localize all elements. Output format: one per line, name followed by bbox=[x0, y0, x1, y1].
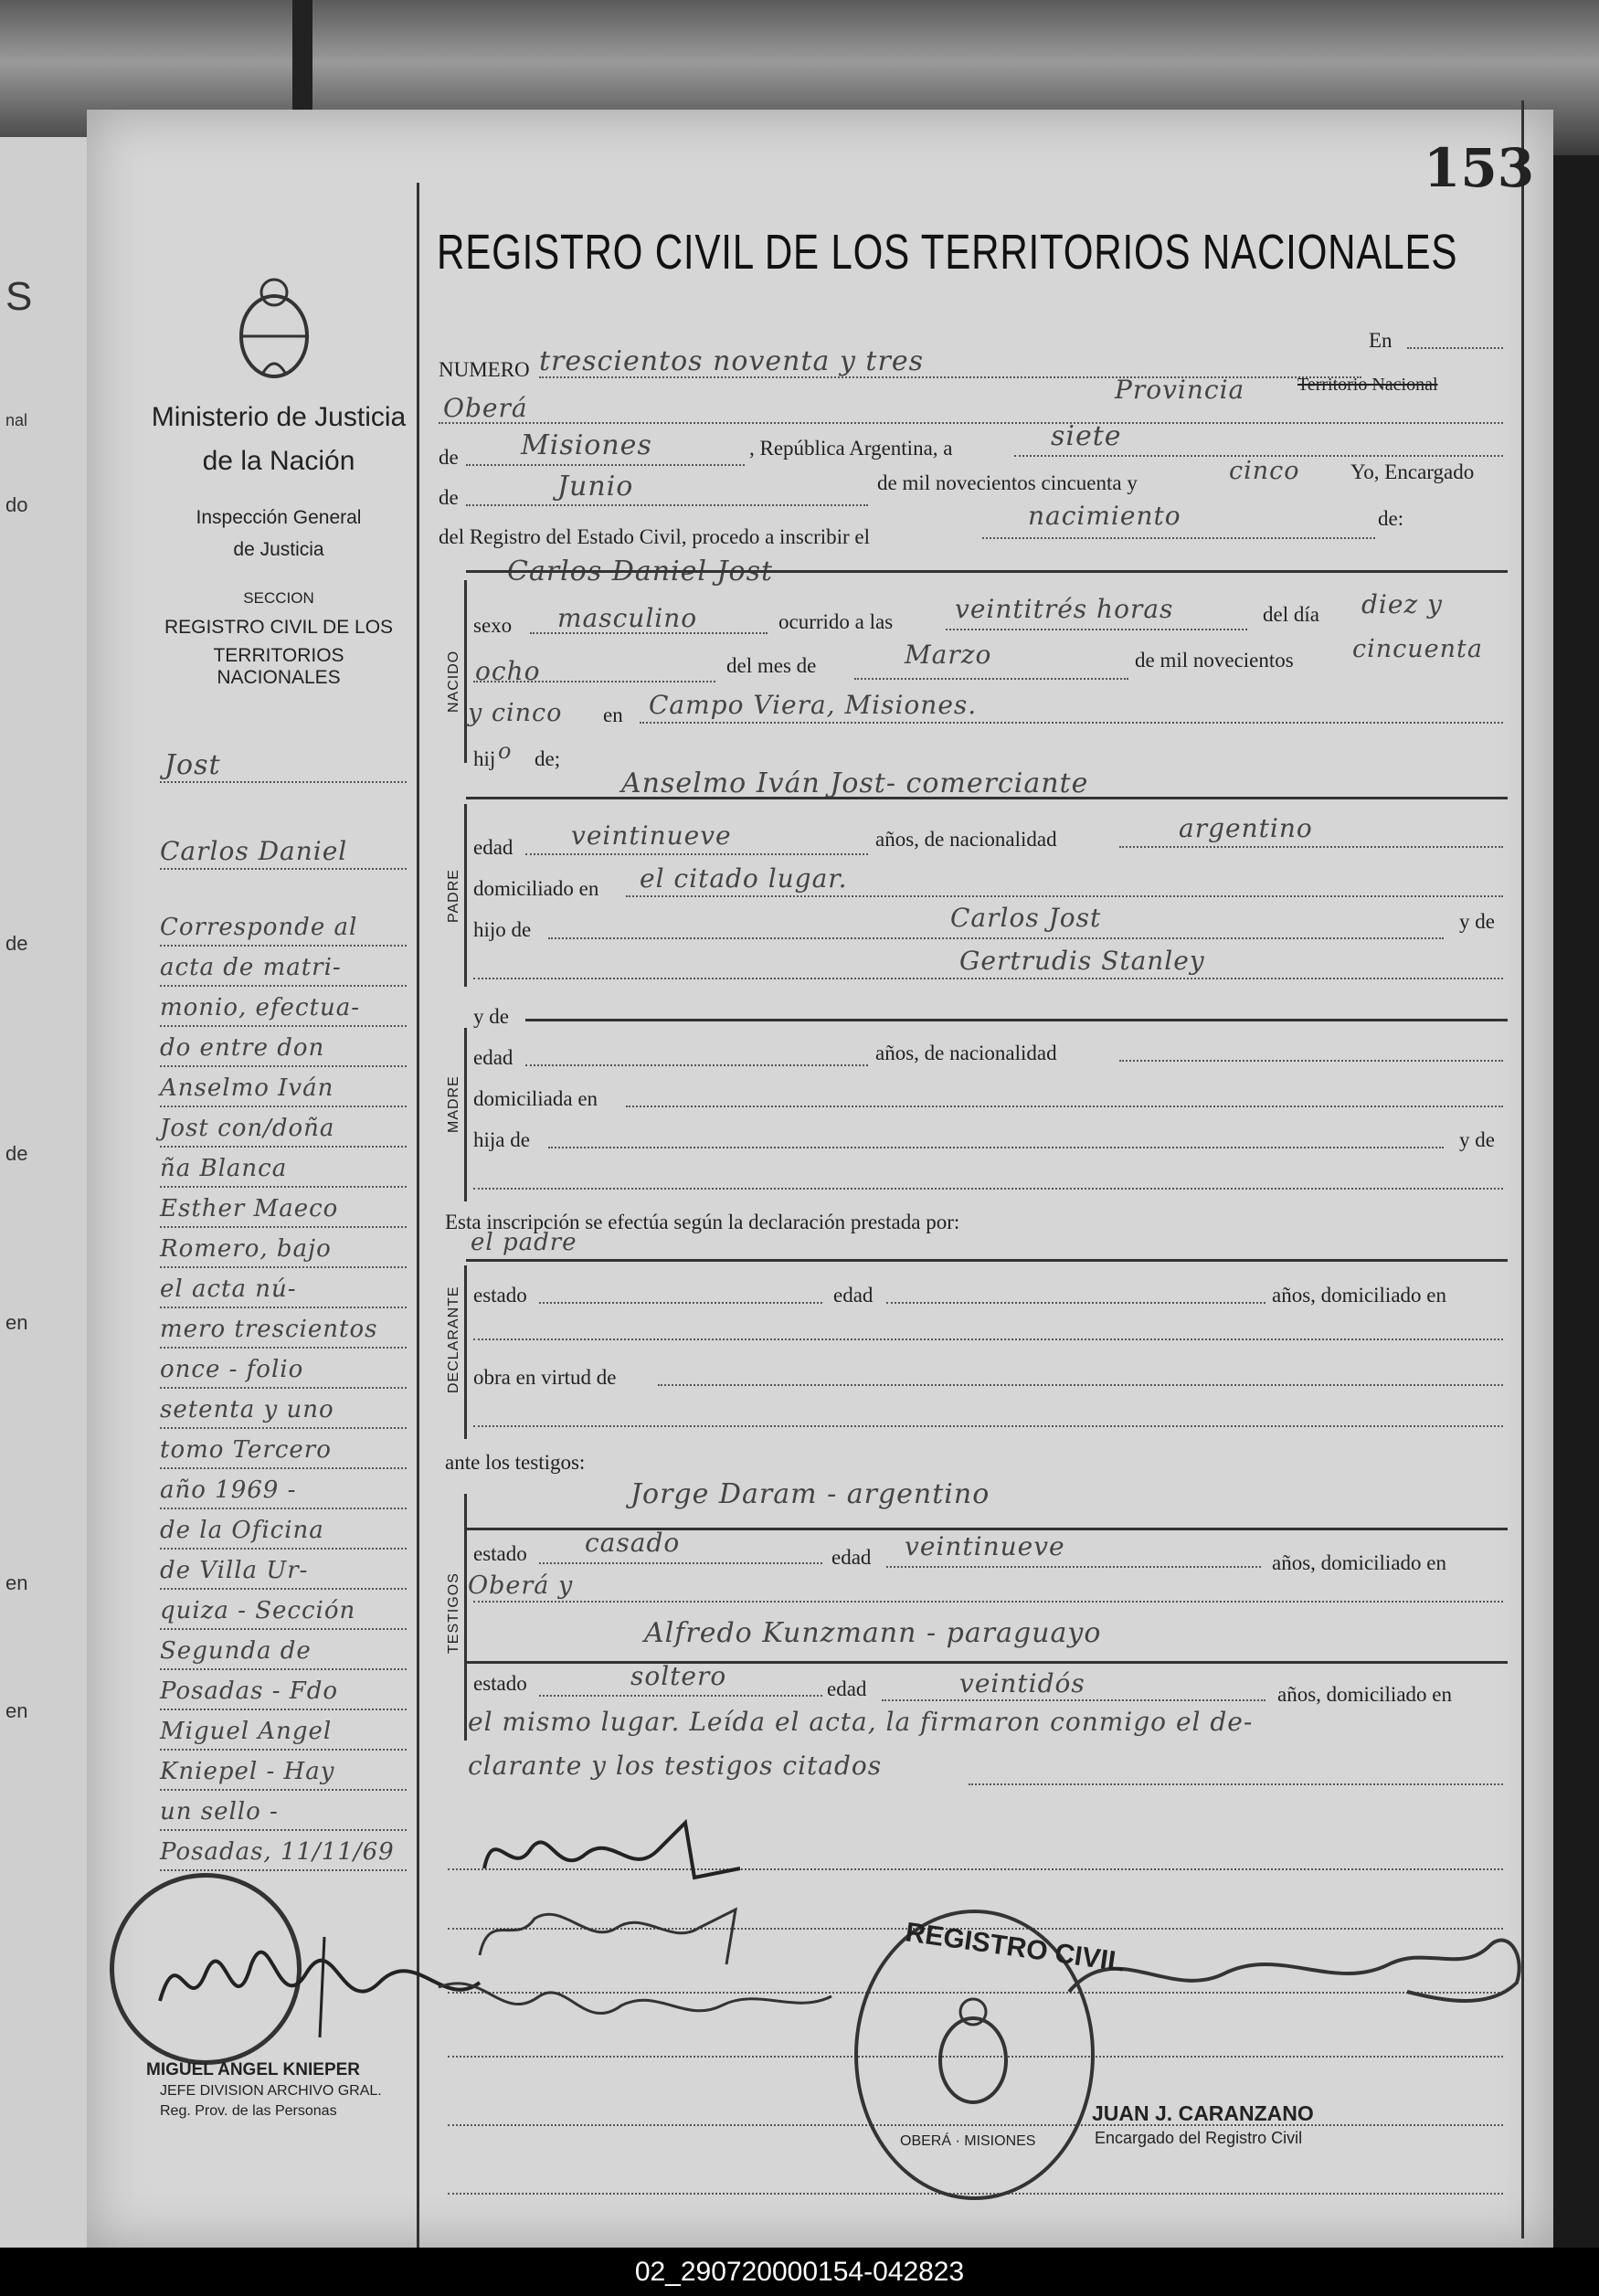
marginal-note-line: Posadas - Fdo bbox=[160, 1677, 339, 1705]
entry-numero: trescientos noventa y tres bbox=[539, 345, 924, 377]
label-republica: , República Argentina, a bbox=[749, 437, 953, 460]
surname-entry: Jost bbox=[164, 749, 221, 781]
entry-place: Oberá bbox=[443, 393, 528, 423]
official-role: Encargado del Registro Civil bbox=[1095, 2129, 1303, 2147]
label-en-2: en bbox=[603, 704, 623, 726]
official-name: JUAN J. CARANZANO bbox=[1092, 2101, 1314, 2125]
label-anos-dom-w1: años, domiciliado en bbox=[1272, 1551, 1446, 1574]
section-bracket bbox=[464, 804, 467, 987]
label-estado-w2: estado bbox=[473, 1672, 527, 1695]
ministry-title: Ministerio de Justicia bbox=[151, 402, 407, 432]
entry-month-birth: Marzo bbox=[905, 640, 992, 670]
section-rule bbox=[466, 1661, 1508, 1664]
label-obra: obra en virtud de bbox=[473, 1366, 617, 1389]
section-rule bbox=[466, 797, 1508, 799]
given-names-entry: Carlos Daniel bbox=[160, 836, 348, 866]
section-rule bbox=[466, 570, 1508, 573]
entry-father-nat: argentino bbox=[1179, 813, 1313, 843]
entry-name: Carlos Daniel Jost bbox=[507, 555, 774, 587]
inspection-title: Inspección General bbox=[196, 507, 362, 528]
section-title-2: TERRITORIOS NACIONALES bbox=[213, 645, 344, 688]
entry-provincia: Provincia bbox=[1115, 375, 1245, 405]
entry-grandmother: Gertrudis Stanley bbox=[959, 946, 1205, 976]
footer-code: 02_290720000154-042823 bbox=[634, 2257, 965, 2287]
stamp-name: MIGUEL ANGEL KNIEPER bbox=[146, 2060, 361, 2079]
label-testigos: TESTIGOS bbox=[446, 1572, 461, 1654]
label-de-mil-2: de mil novecientos bbox=[1135, 649, 1294, 672]
marginal-note-line: Miguel Angel bbox=[160, 1718, 333, 1745]
dotted-line bbox=[473, 1338, 1503, 1340]
marginal-note-line: setenta y uno bbox=[160, 1396, 334, 1423]
entry-w1-age: veintinueve bbox=[905, 1531, 1065, 1561]
label-numero: NUMERO bbox=[439, 358, 530, 381]
entry-w2-age: veintidós bbox=[959, 1668, 1085, 1698]
entry-day-birth-2: ocho bbox=[475, 656, 541, 686]
label-hijo-de: hijo de bbox=[473, 918, 532, 941]
label-esta-inscripcion: Esta inscripción se efectúa según la declaración prestada por: bbox=[445, 1211, 960, 1233]
dotted-line bbox=[160, 1628, 407, 1630]
entry-act: nacimiento bbox=[1028, 501, 1181, 531]
dotted-line bbox=[530, 632, 768, 634]
dotted-line bbox=[160, 1668, 407, 1670]
label-y-de-madre: y de bbox=[1459, 1128, 1495, 1151]
entry-w2-status: soltero bbox=[630, 1661, 727, 1691]
label-del-registro: del Registro del Estado Civil, procedo a inscribir el bbox=[439, 525, 871, 548]
registry-stamp-text: REGISTRO CIVIL bbox=[903, 1917, 1127, 1978]
dotted-line bbox=[160, 1789, 407, 1791]
entry-grandfather: Carlos Jost bbox=[950, 903, 1102, 933]
dotted-line bbox=[473, 1425, 1503, 1427]
section-bracket bbox=[464, 1265, 467, 1439]
marginal-note-line: Romero, bajo bbox=[160, 1235, 332, 1263]
marginal-note-line: de Villa Ur- bbox=[160, 1557, 309, 1584]
dotted-line bbox=[640, 722, 1503, 724]
label-edad-w2: edad bbox=[827, 1677, 867, 1700]
label-domiciliada: domiciliada en bbox=[473, 1087, 598, 1110]
dotted-line bbox=[160, 868, 407, 870]
dotted-line bbox=[969, 1783, 1503, 1785]
label-estado-w1: estado bbox=[473, 1542, 527, 1565]
label-del-mes: del mes de bbox=[726, 654, 817, 677]
witness2-signature bbox=[429, 1951, 841, 2051]
dotted-line bbox=[160, 1186, 407, 1188]
section-title: REGISTRO CIVIL DE LOS bbox=[164, 617, 394, 638]
section-bracket bbox=[464, 580, 467, 763]
dotted-line bbox=[160, 1347, 407, 1349]
entry-closing-2: clarante y los testigos citados bbox=[468, 1751, 883, 1781]
marginal-note-line: acta de matri- bbox=[160, 954, 342, 981]
marginal-note-line: ña Blanca bbox=[160, 1155, 288, 1182]
marginal-note-line: do entre don bbox=[160, 1034, 325, 1062]
dotted-line bbox=[473, 1188, 1503, 1190]
stamp-role: JEFE DIVISION ARCHIVO GRAL. bbox=[160, 2083, 382, 2099]
label-domiciliado: domiciliado en bbox=[473, 877, 599, 900]
marginal-note-line: año 1969 - bbox=[160, 1476, 297, 1504]
dotted-line bbox=[886, 1566, 1261, 1568]
label-sexo: sexo bbox=[473, 614, 513, 637]
entry-year: cinco bbox=[1229, 457, 1300, 485]
entry-declarant: el padre bbox=[471, 1229, 577, 1256]
label-declarante: DECLARANTE bbox=[446, 1286, 461, 1393]
dotted-line bbox=[473, 1601, 1503, 1603]
label-anos-nac: años, de nacionalidad bbox=[875, 828, 1057, 851]
entry-hour: veintitrés horas bbox=[955, 594, 1174, 624]
dotted-line bbox=[160, 1709, 407, 1710]
label-anos-dom-w2: años, domiciliado en bbox=[1277, 1683, 1452, 1706]
dotted-line bbox=[626, 1106, 1503, 1107]
dotted-line bbox=[1407, 347, 1503, 349]
dotted-line bbox=[160, 1427, 407, 1429]
dotted-line bbox=[946, 629, 1247, 630]
label-de: de bbox=[439, 446, 459, 469]
dotted-line bbox=[466, 464, 745, 466]
dotted-line bbox=[539, 1302, 822, 1304]
right-margin-line bbox=[1521, 101, 1524, 2238]
ministry-title-2: de la Nación bbox=[202, 446, 355, 476]
label-en: En bbox=[1369, 329, 1393, 352]
marginal-note-line: Segunda de bbox=[160, 1637, 312, 1665]
marginal-note-line: once - folio bbox=[160, 1356, 304, 1383]
marginal-note-line: Esther Maeco bbox=[160, 1195, 339, 1222]
document-title: REGISTRO CIVIL DE LOS TERRITORIOS NACIONALES bbox=[437, 225, 1458, 280]
dotted-line bbox=[473, 681, 715, 682]
label-anos-dom: años, domiciliado en bbox=[1272, 1284, 1446, 1307]
section-label: SECCION bbox=[243, 589, 314, 607]
label-de-2: de bbox=[439, 486, 459, 509]
dotted-line bbox=[854, 678, 1128, 680]
dotted-line bbox=[882, 1699, 1265, 1701]
dotted-line bbox=[160, 1025, 407, 1027]
entry-place-birth: Campo Viera, Misiones. bbox=[649, 690, 978, 720]
label-de-3: de: bbox=[1378, 507, 1404, 530]
entry-hijo-suffix: o bbox=[498, 738, 513, 764]
section-bracket bbox=[464, 1028, 467, 1201]
dotted-line bbox=[473, 978, 1503, 979]
label-anos-nac-madre: años, de nacionalidad bbox=[875, 1042, 1057, 1064]
label-edad: edad bbox=[473, 836, 514, 859]
dotted-line bbox=[525, 853, 868, 855]
label-yo: Yo, Encargado bbox=[1350, 460, 1475, 483]
dotted-line bbox=[982, 537, 1375, 539]
dotted-line bbox=[466, 504, 868, 506]
dotted-line bbox=[160, 1146, 407, 1148]
dotted-line bbox=[160, 1829, 407, 1831]
dotted-line bbox=[160, 1508, 407, 1509]
dotted-line bbox=[160, 1226, 407, 1228]
entry-father: Anselmo Iván Jost- comerciante bbox=[621, 767, 1089, 799]
marginal-note-line: Posadas, 11/11/69 bbox=[160, 1838, 395, 1866]
previous-page-edge: S nal do de de en en en bbox=[0, 137, 89, 2248]
marginal-note-line: quiza - Sección bbox=[160, 1597, 356, 1624]
dotted-line bbox=[160, 945, 407, 947]
dotted-line bbox=[886, 1302, 1265, 1304]
dotted-line bbox=[539, 1695, 822, 1697]
official-signature bbox=[1060, 1919, 1535, 2028]
label-territorio: Territorio Nacional bbox=[1297, 375, 1438, 395]
entry-witness2: Alfredo Kunzmann - paraguayo bbox=[644, 1617, 1102, 1649]
registry-stamp-bottom: OBERÁ · MISIONES bbox=[900, 2133, 1036, 2149]
label-edad-w1: edad bbox=[831, 1546, 872, 1569]
label-padre: PADRE bbox=[446, 869, 461, 923]
label-ante: ante los testigos: bbox=[445, 1451, 586, 1474]
section-rule bbox=[525, 1019, 1508, 1021]
dotted-line bbox=[548, 1147, 1444, 1148]
label-ocurrido: ocurrido a las bbox=[778, 610, 894, 633]
marginal-note-line: de la Oficina bbox=[160, 1517, 324, 1544]
entry-sex: masculino bbox=[557, 603, 698, 633]
entry-day-birth: diez y bbox=[1361, 589, 1443, 619]
coat-of-arms-icon bbox=[236, 272, 312, 382]
label-de-mil: de mil novecientos cincuenta y bbox=[877, 471, 1138, 494]
marginal-note-line: Jost con/doña bbox=[160, 1115, 335, 1142]
label-hijo: hij bbox=[473, 747, 496, 770]
label-edad-decl: edad bbox=[833, 1284, 874, 1307]
marginal-note-line: Corresponde al bbox=[160, 914, 358, 941]
label-edad-madre: edad bbox=[473, 1046, 514, 1069]
dotted-line bbox=[548, 937, 1444, 939]
label-madre: MADRE bbox=[446, 1075, 461, 1133]
dotted-line bbox=[160, 1869, 407, 1871]
entry-province: Misiones bbox=[521, 429, 652, 461]
entry-witness1: Jorge Daram - argentino bbox=[630, 1478, 990, 1510]
dotted-line bbox=[160, 1307, 407, 1308]
dotted-line bbox=[160, 1548, 407, 1550]
dotted-line bbox=[525, 1064, 868, 1066]
entry-closing-1: el mismo lugar. Leída el acta, la firmaron conmigo el de- bbox=[468, 1707, 1254, 1737]
marginal-note-line: Kniepel - Hay bbox=[160, 1758, 335, 1785]
dotted-line bbox=[1119, 1060, 1503, 1062]
dotted-line bbox=[160, 1749, 407, 1751]
dotted-line bbox=[160, 985, 407, 987]
label-nacido: NACIDO bbox=[446, 650, 461, 713]
marginal-note-line: el acta nú- bbox=[160, 1275, 297, 1303]
dotted-line bbox=[658, 1384, 1503, 1386]
section-rule bbox=[466, 1259, 1508, 1262]
label-y-de: y de bbox=[1459, 910, 1495, 933]
dotted-line bbox=[160, 1588, 407, 1590]
dotted-line bbox=[160, 781, 407, 783]
coat-of-arms-icon bbox=[932, 1992, 1014, 2111]
folio-number: 153 bbox=[1424, 137, 1535, 199]
entry-day: siete bbox=[1051, 420, 1122, 452]
dotted-line bbox=[539, 1562, 822, 1564]
stamp-role-2: Reg. Prov. de las Personas bbox=[160, 2103, 337, 2119]
marginal-note-line: un sello - bbox=[160, 1798, 279, 1825]
marginal-note-line: tomo Tercero bbox=[160, 1436, 332, 1464]
marginal-note-line: Anselmo Iván bbox=[160, 1074, 334, 1102]
dotted-line bbox=[160, 1266, 407, 1268]
declarant-signature bbox=[475, 1814, 749, 1896]
entry-w1-dom: Oberá y bbox=[468, 1571, 574, 1600]
dotted-line bbox=[160, 1387, 407, 1389]
entry-w1-status: casado bbox=[585, 1528, 681, 1558]
footer-bar bbox=[0, 2248, 1599, 2296]
label-de-4: de; bbox=[535, 747, 561, 770]
dotted-line bbox=[439, 422, 1503, 424]
dotted-line bbox=[160, 1467, 407, 1469]
entry-father-age: veintinueve bbox=[571, 820, 732, 851]
label-estado: estado bbox=[473, 1284, 527, 1307]
dotted-line bbox=[626, 895, 1503, 897]
entry-father-dom: el citado lugar. bbox=[640, 863, 848, 894]
label-del-dia: del día bbox=[1263, 603, 1319, 626]
section-bracket bbox=[464, 1494, 467, 1741]
entry-month: Junio bbox=[557, 471, 634, 503]
entry-year-birth-2: y cinco bbox=[468, 699, 563, 727]
entry-year-birth: cincuenta bbox=[1352, 635, 1483, 663]
marginal-note-line: mero trescientos bbox=[160, 1316, 378, 1343]
dotted-line bbox=[160, 1065, 407, 1067]
inspection-title-2: de Justicia bbox=[233, 539, 324, 560]
label-y-de-2: y de bbox=[473, 1005, 509, 1028]
marginal-note-line: monio, efectua- bbox=[160, 994, 360, 1021]
dotted-line bbox=[160, 1106, 407, 1107]
dotted-line bbox=[1119, 846, 1503, 848]
label-hija-de: hija de bbox=[473, 1128, 530, 1151]
